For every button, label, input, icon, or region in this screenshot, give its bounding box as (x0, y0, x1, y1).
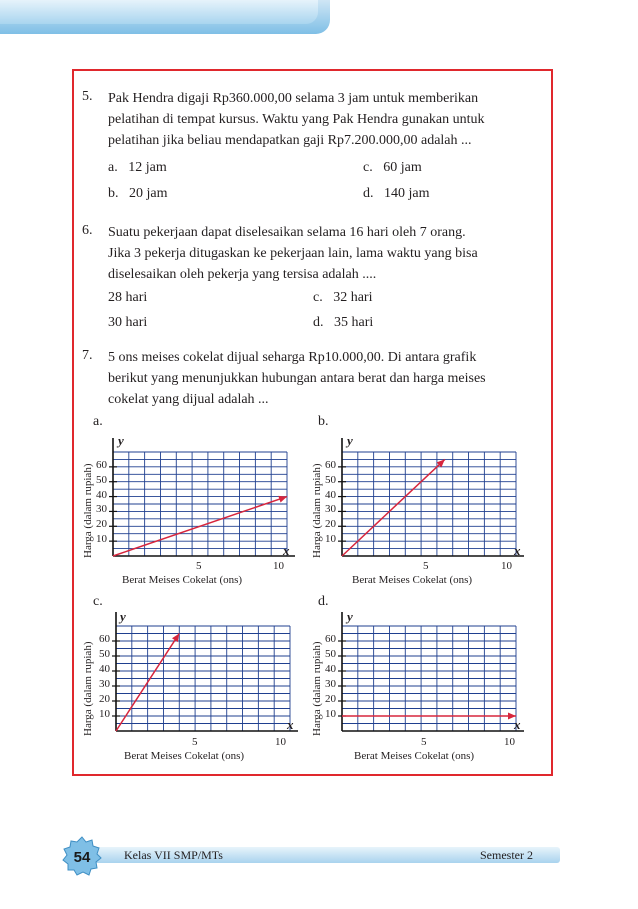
x-tick-label: 5 (192, 736, 198, 748)
y-axis-name: y (347, 433, 353, 448)
graph-c (116, 618, 302, 741)
graph-b-label[interactable]: b. (318, 414, 329, 429)
y-tick-label: 30 (325, 503, 336, 516)
q6-number: 6. (82, 223, 93, 238)
y-axis-name: y (347, 609, 353, 624)
graph-a-label[interactable]: a. (93, 414, 103, 429)
y-tick-label: 60 (325, 458, 336, 471)
x-tick-label: 10 (275, 736, 286, 748)
q6-line-1: Suatu pekerjaan dapat diselesaikan selama 16 hari oleh 7 orang. (108, 225, 466, 240)
q7-number: 7. (82, 348, 93, 363)
y-tick-label: 40 (96, 488, 107, 501)
graph-c-label[interactable]: c. (93, 594, 103, 609)
graph-b (342, 444, 528, 566)
x-axis-name: x (283, 543, 290, 558)
y-axis-name: y (120, 609, 126, 624)
y-tick-label: 20 (325, 518, 336, 531)
q5-number: 5. (82, 89, 93, 104)
x-axis-label: Berat Meises Cokelat (ons) (122, 574, 243, 586)
q6-option-c[interactable]: c. 32 hari (313, 290, 373, 305)
y-tick-label: 20 (325, 693, 336, 705)
y-tick-label: 40 (325, 663, 336, 675)
x-tick-label: 5 (196, 560, 202, 572)
y-tick-label: 20 (96, 518, 107, 531)
y-tick-label: 50 (96, 473, 107, 486)
q6-option-d[interactable]: d. 35 hari (313, 315, 374, 330)
q6-option-2[interactable]: 30 hari (108, 315, 148, 330)
y-tick-label: 40 (99, 663, 110, 675)
page-number-badge (62, 836, 102, 876)
x-axis-name: x (514, 717, 521, 732)
q6-line-3: diselesaikan oleh pekerja yang tersisa adalah .... (108, 267, 377, 282)
graph-d-label[interactable]: d. (318, 594, 329, 609)
graph-d (342, 618, 528, 741)
x-tick-label: 10 (273, 560, 284, 572)
q7-line-3: cokelat yang dijual adalah ... (108, 392, 269, 407)
y-tick-label: 10 (99, 708, 110, 720)
y-tick-label: 20 (99, 693, 110, 705)
arrowhead-icon (278, 496, 287, 503)
q6-option-1[interactable]: 28 hari (108, 290, 148, 305)
q5-option-a[interactable]: a. 12 jam (108, 160, 167, 175)
y-axis-name: y (118, 433, 124, 448)
q5-option-d[interactable]: d. 140 jam (363, 186, 430, 201)
y-tick-label: 30 (325, 678, 336, 690)
header-decoration (0, 0, 330, 34)
y-tick-label: 30 (99, 678, 110, 690)
graph-a (113, 444, 299, 566)
y-tick-label: 30 (96, 503, 107, 516)
y-axis-label: Harga (dalam rupiah) (311, 641, 323, 736)
footer-class: Kelas VII SMP/MTs (124, 848, 223, 862)
footer-semester: Semester 2 (480, 848, 533, 862)
y-tick-label: 50 (325, 473, 336, 486)
x-axis-label: Berat Meises Cokelat (ons) (124, 750, 245, 762)
y-tick-label: 60 (325, 633, 336, 645)
y-tick-label: 50 (99, 648, 110, 660)
x-axis-label: Berat Meises Cokelat (ons) (354, 750, 475, 762)
y-tick-label: 10 (96, 533, 107, 546)
y-tick-label: 10 (325, 708, 336, 720)
q5-option-c[interactable]: c. 60 jam (363, 160, 422, 175)
q5-line-2: pelatihan di tempat kursus. Waktu yang Pak Hendra gunakan untuk (108, 112, 485, 127)
x-axis-label: Berat Meises Cokelat (ons) (352, 574, 473, 586)
page-number: 54 (73, 849, 91, 866)
q7-line-1: 5 ons meises cokelat dijual seharga Rp10.000,00. Di antara grafik (108, 350, 477, 365)
y-tick-label: 60 (99, 633, 110, 645)
x-tick-label: 10 (504, 736, 515, 748)
y-axis-label: Harga (dalam rupiah) (82, 641, 94, 736)
y-tick-label: 60 (96, 458, 107, 471)
x-tick-label: 5 (423, 560, 429, 572)
x-axis-name: x (287, 717, 294, 732)
y-tick-label: 50 (325, 648, 336, 660)
x-tick-label: 10 (501, 560, 512, 572)
y-tick-label: 40 (325, 488, 336, 501)
q5-option-b[interactable]: b. 20 jam (108, 186, 168, 201)
y-axis-label: Harga (dalam rupiah) (82, 463, 94, 558)
y-axis-label: Harga (dalam rupiah) (311, 463, 323, 558)
y-tick-label: 10 (325, 533, 336, 546)
q7-line-2: berikut yang menunjukkan hubungan antara berat dan harga meises (108, 371, 486, 386)
q5-line-3: pelatihan jika beliau mendapatkan gaji Rp7.200.000,00 adalah ... (108, 133, 472, 148)
q5-line-1: Pak Hendra digaji Rp360.000,00 selama 3 jam untuk memberikan (108, 91, 479, 106)
x-tick-label: 5 (421, 736, 427, 748)
x-axis-name: x (514, 543, 521, 558)
q6-line-2: Jika 3 pekerja ditugaskan ke pekerjaan lain, lama waktu yang bisa (108, 246, 478, 261)
